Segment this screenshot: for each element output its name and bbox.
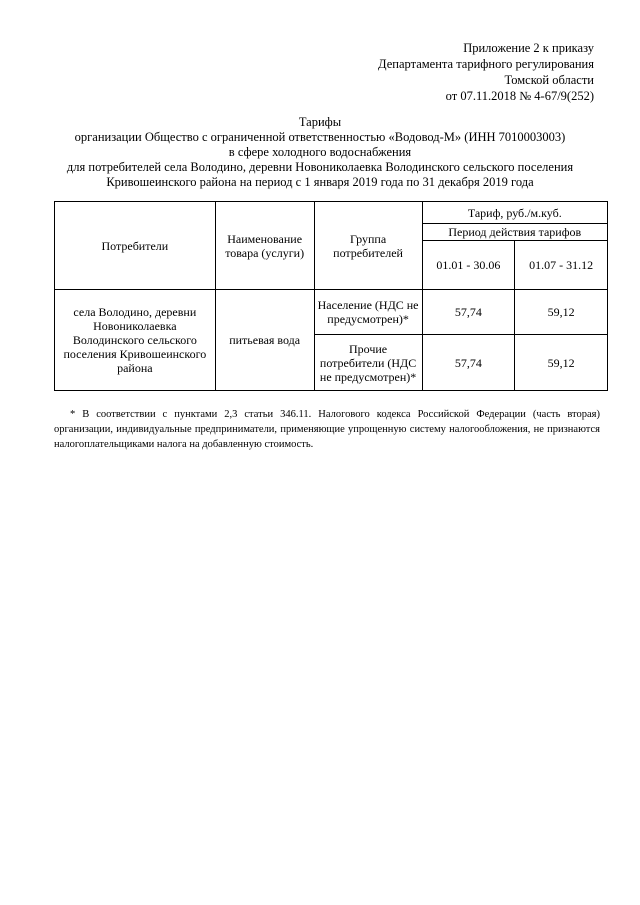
header-period-1: 01.01 - 30.06 — [422, 241, 515, 290]
header-period: Период действия тарифов — [422, 224, 607, 241]
title-line: для потребителей села Володино, деревни Новониколаевка Володинского сельского поселения — [66, 160, 574, 174]
header-tariff: Тариф, руб./м.куб. — [422, 202, 607, 224]
header-period-2: 01.07 - 31.12 — [515, 241, 608, 290]
cell-tariff-period-1: 57,74 — [422, 290, 515, 335]
tariff-table — [54, 201, 608, 391]
cell-consumers: села Володино, деревни Новониколаевка Володинского сельского поселения Кривошеинского района — [55, 290, 216, 391]
appendix-line: Томской области — [504, 73, 594, 87]
title-line: Кривошеинского района на период с 1 января 2019 года по 31 декабря 2019 года — [106, 175, 534, 189]
cell-tariff-period-2: 59,12 — [515, 335, 608, 391]
cell-product: питьевая вода — [215, 290, 314, 391]
header-group: Группа потребителей — [314, 202, 422, 290]
cell-group: Прочие потребители (НДС не предусмотрен)* — [314, 335, 422, 391]
footnote: * В соответствии с пунктами 2,3 статьи 346.11. Налогового кодекса Российской Федерации (часть вторая) организации, индивидуальные предприниматели, применяющие упрощенную систему налогообложения, не признаются налогоплательщиками налога на добавленную стоимость. — [54, 409, 600, 450]
appendix-line: Департамента тарифного регулирования — [378, 57, 594, 71]
cell-tariff-period-2: 59,12 — [515, 290, 608, 335]
title-line: Тарифы — [298, 115, 342, 129]
appendix-header — [378, 40, 594, 104]
title-line: организации Общество с ограниченной ответственностью «Водовод-М» (ИНН 7010003003) — [74, 130, 566, 144]
document-title — [0, 115, 640, 190]
cell-group: Население (НДС не предусмотрен)* — [314, 290, 422, 335]
appendix-line: от 07.11.2018 № 4-67/9(252) — [445, 89, 594, 103]
appendix-line: Приложение 2 к приказу — [463, 41, 594, 55]
cell-tariff-period-1: 57,74 — [422, 335, 515, 391]
header-product: Наименование товара (услуги) — [215, 202, 314, 290]
header-consumers: Потребители — [55, 202, 216, 290]
title-line: в сфере холодного водоснабжения — [228, 145, 412, 159]
